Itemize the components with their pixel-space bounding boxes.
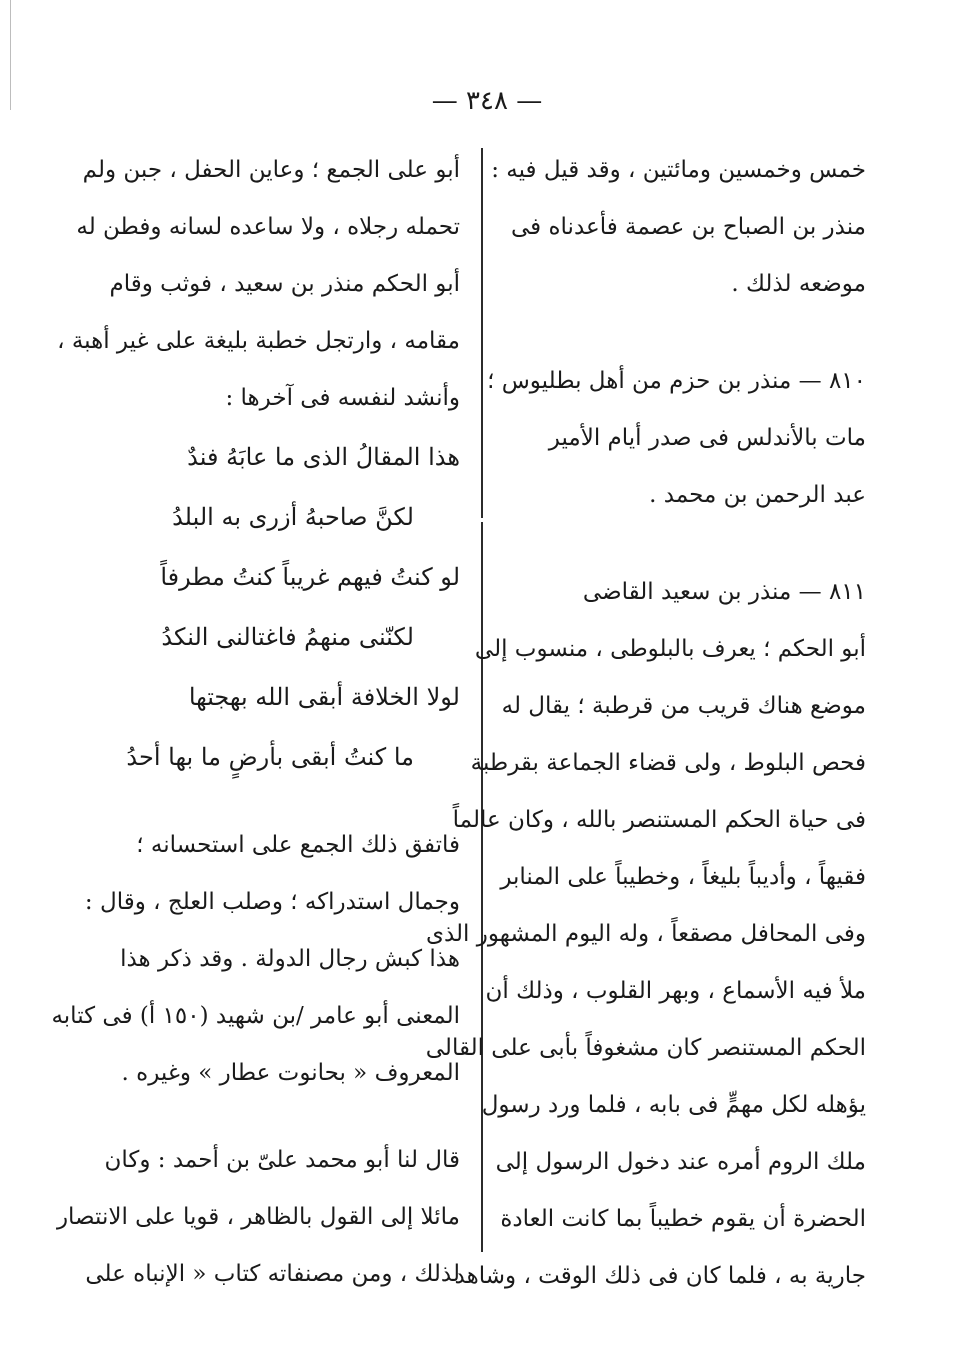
text-line: موضع هناك قريب من قرطبة ؛ يقال له	[501, 693, 866, 719]
text-line: ملك الروم أمره عند دخول الرسول إلى	[495, 1149, 866, 1175]
text-line: المعروف « بحانوت عطار » وغيره .	[121, 1060, 460, 1086]
text-line: جارية به ، فلما كان فى ذلك الوقت ، وشاهد	[454, 1263, 866, 1289]
text-line: عبد الرحمن بن محمد .	[649, 482, 866, 508]
poem-verse: لكنَّ صاحبهُ أزرى به البلدُ	[172, 503, 414, 531]
poem-verse: لو كنتُ فيهم غريباً كنتُ مطرفاً	[160, 563, 460, 591]
paragraph-gap	[490, 532, 866, 572]
text-line: فى حياة الحكم المستنصر بالله ، وكان عالماً	[452, 807, 866, 833]
text-line: أبو على الجمع ؛ وعاين الحفل ، جبن ولم	[82, 157, 460, 183]
poem-verse: لكنّنى منهمُ فاغتالنى النكدُ	[161, 623, 414, 651]
left-column	[51, 150, 460, 1311]
poem-verse: هذا المقالُ الذى ما عابَهُ فندٌ	[187, 443, 460, 471]
text-line: أبو الحكم ؛ يعرف بالبلوطى ، منسوب إلى	[474, 636, 866, 662]
text-line: هذا كبش رجال الدولة . وقد ذكر هذا	[120, 946, 460, 972]
text-line: الحكم المستنصر كان مشغوفاً بأبى على القالى	[425, 1035, 866, 1061]
text-line: منذر بن الصباح بن عصمة فأعدناه فى	[511, 214, 866, 240]
text-line: أبو الحكم منذر بن سعيد ، فوثب وقام	[109, 271, 460, 297]
text-line: ملأ فيه الأسماع ، وبهر القلوب ، وذلك أن	[485, 978, 866, 1004]
text-line: قال لنا أبو محمد علىّ بن أحمد : وكان	[104, 1147, 460, 1173]
text-line: موضعه لذلك .	[731, 271, 866, 297]
text-line: فقيهاً ، وأديباً بليغاً ، وخطيباً على المنابر	[500, 864, 866, 890]
text-line: مقامه ، وارتجل خطبة بليغة على غير أهبة ،	[57, 328, 460, 354]
text-line: خمس وخمسين ومائتين ، وقد قيل فيه :	[491, 157, 866, 183]
paragraph-gap	[104, 795, 460, 825]
text-line: وجمال استدراكه ؛ وصلب العلج ، وقال :	[84, 889, 460, 915]
text-line: الحضرة أن يقوم خطيباً بما كانت العادة	[500, 1206, 866, 1232]
text-line: لذلك ، ومن مصنفاته كتاب « الإنباه على	[85, 1261, 460, 1287]
text-line: تحمله رجلاه ، ولا ساعده لسانه وفطن له	[76, 214, 460, 240]
text-line: وفى المحافل مصقعاً ، وله اليوم المشهور الذى	[425, 921, 866, 947]
text-line: مات بالأندلس فى صدر أيام الأمير	[548, 425, 866, 451]
page-number: — ٣٤٨ —	[431, 86, 543, 116]
entry-811-heading: ٨١١ — منذر بن سعيد القاضى	[582, 579, 866, 605]
column-divider-top	[481, 148, 483, 518]
text-line: يؤهله لكل مهمٍّ فى بابه ، فلما ورد رسول	[481, 1092, 866, 1118]
text-line: المعنى أبو عامر /بن شهيد (١٥٠ أ) فى كتابه	[51, 1003, 460, 1029]
right-column	[425, 150, 866, 1313]
text-line: فاتفق ذلك الجمع على استحسانه ؛	[136, 832, 460, 858]
entry-810-heading: ٨١٠ — منذر بن حزم من أهل بطليوس ؛	[487, 368, 866, 394]
text-line: فحص البلوط ، ولى قضاء الجماعة بقرطبة	[470, 750, 866, 776]
paragraph-gap	[104, 1110, 460, 1140]
poem-verse: ما كنتُ أبقى بأرضٍ ما بها أحدُ	[126, 743, 414, 771]
text-line: وأنشد لنفسه فى آخرها :	[225, 385, 460, 411]
paragraph-gap	[490, 321, 866, 361]
poem-verse: لولا الخلافة أبقى الله بهجتها	[188, 683, 460, 711]
text-line: مائلا إلى القول بالظاهر ، قويا على الانتصار	[56, 1204, 460, 1230]
